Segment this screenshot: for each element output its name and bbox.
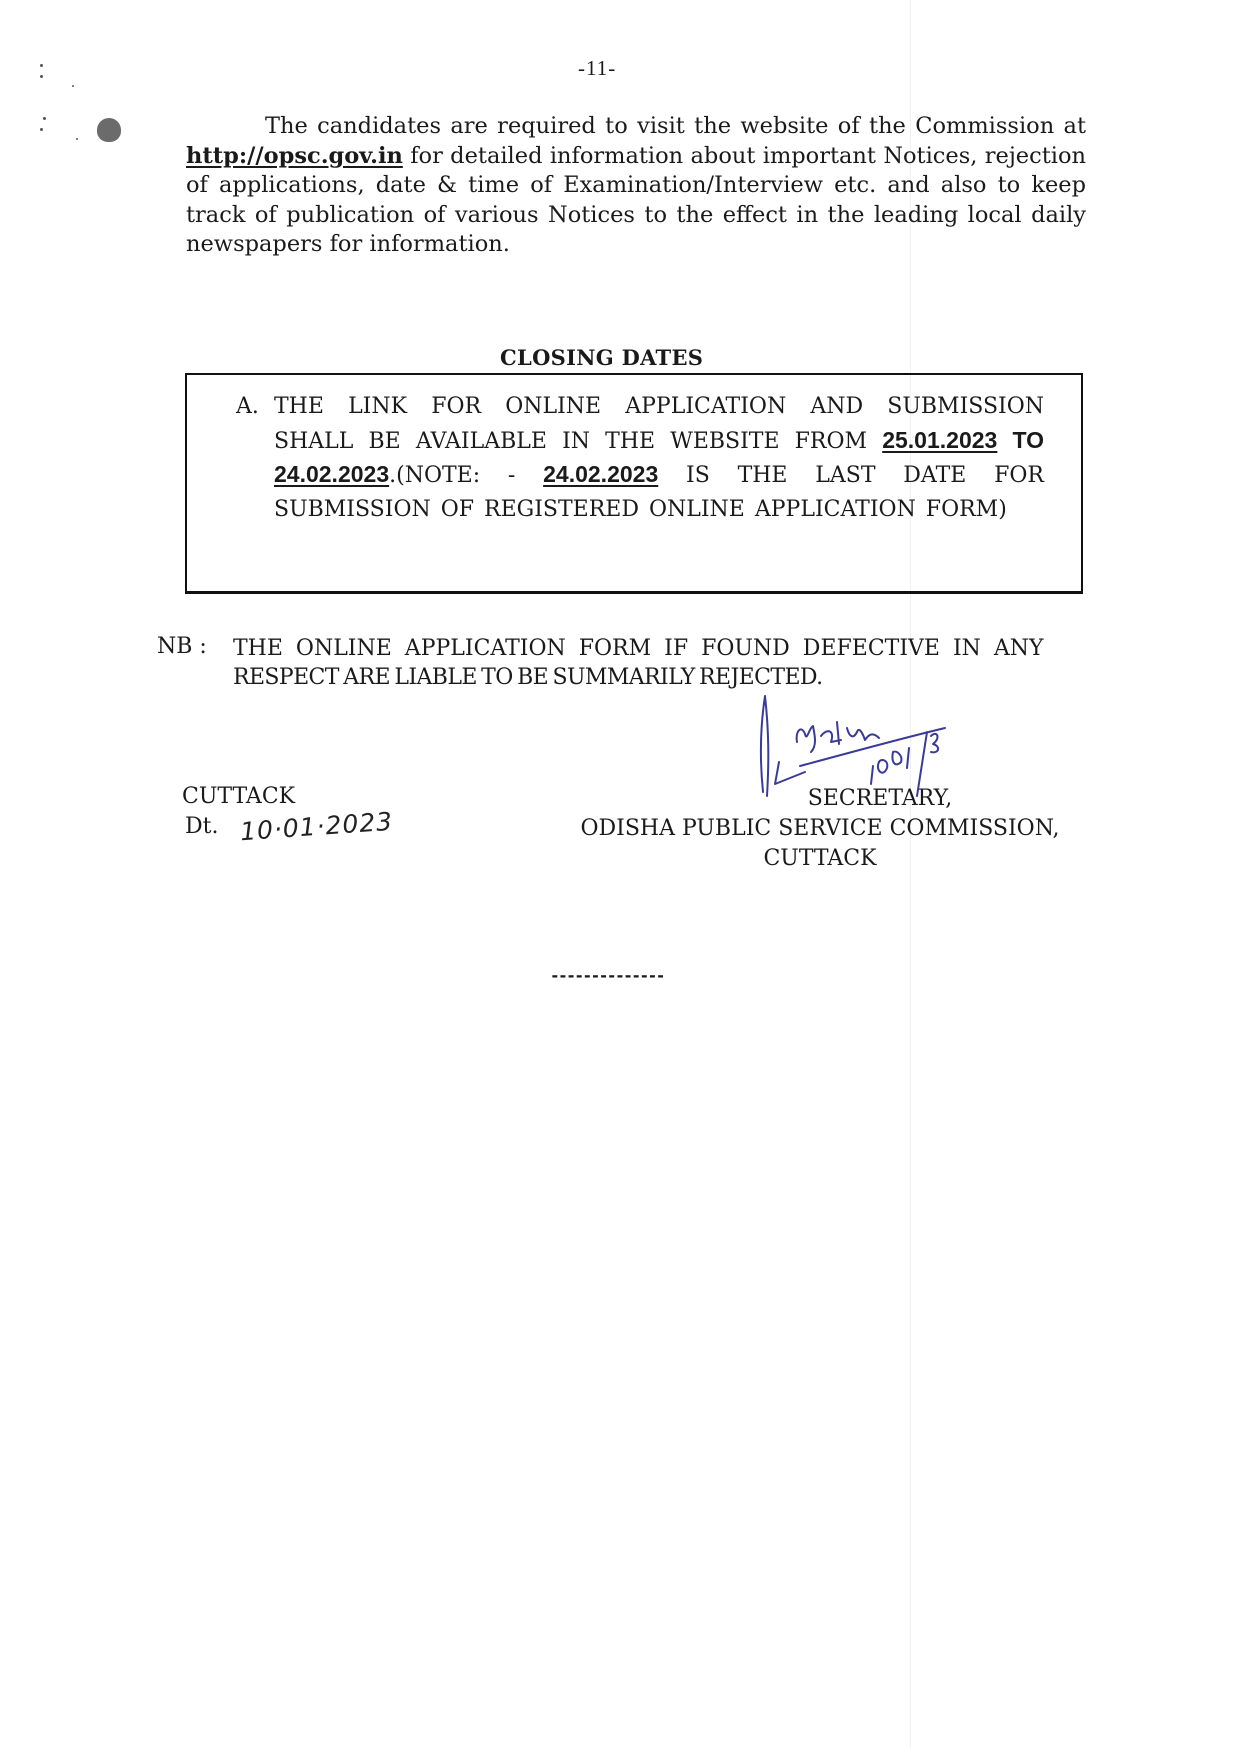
- item-text-part: IS THE LAST DATE FOR SUBMISSION OF REGISTERED ONLINE APPLICATION FORM): [274, 463, 1044, 522]
- punch-hole-mark: [97, 118, 121, 142]
- intro-text-before: The candidates are required to visit the website of the Commission at: [265, 113, 1086, 139]
- organization-name: ODISHA PUBLIC SERVICE COMMISSION,: [580, 816, 1060, 841]
- intro-text-after: for detailed information about important Notices, rejection of applications, date & time of Examination/Interview etc. and also to keep track of publication of various Notices to the effect in the leading local daily newspapers for information.: [186, 142, 1086, 257]
- signatory-block: [540, 784, 1100, 874]
- end-of-page-marker: --------------: [550, 966, 664, 985]
- scan-speck: [40, 128, 43, 131]
- scan-artifact-line: [910, 0, 911, 1748]
- closing-dates-heading: CLOSING DATES: [500, 345, 704, 370]
- closing-date-item: [274, 390, 1044, 526]
- scan-speck: [72, 85, 74, 87]
- date-to: 24.02.2023: [274, 461, 390, 487]
- note-line-1: THE ONLINE APPLICATION FORM IF FOUND DEFECTIVE IN ANY: [233, 636, 1044, 661]
- item-label: A.: [236, 394, 259, 419]
- scan-speck: [40, 64, 43, 67]
- date-label: Dt.: [185, 814, 219, 839]
- page-number: -11-: [578, 56, 617, 80]
- note-line-2: RESPECT ARE LIABLE TO BE SUMMARILY REJECTED.: [233, 665, 823, 690]
- website-link[interactable]: http://opsc.gov.in: [186, 142, 403, 169]
- scan-speck: [43, 117, 46, 120]
- closing-dates-box: [185, 373, 1083, 594]
- signatory-title: SECRETARY,: [807, 786, 953, 811]
- intro-paragraph: [186, 112, 1086, 260]
- note-text: [233, 634, 1125, 692]
- to-word: TO: [1012, 426, 1044, 453]
- item-text-part: .(NOTE: -: [389, 463, 544, 488]
- note-label: NB :: [157, 634, 207, 659]
- scan-speck: [76, 138, 78, 140]
- last-date: 24.02.2023: [543, 461, 659, 487]
- place-of-issue: CUTTACK: [182, 784, 296, 809]
- item-text-part: THE LINK FOR ONLINE APPLICATION AND SUBMISSION SHALL BE AVAILABLE IN THE WEBSITE FROM: [274, 394, 1044, 454]
- handwritten-date: 10·01·2023: [239, 806, 394, 847]
- date-from: 25.01.2023: [882, 426, 998, 453]
- organization-city: CUTTACK: [763, 846, 877, 871]
- scan-speck: [40, 75, 43, 78]
